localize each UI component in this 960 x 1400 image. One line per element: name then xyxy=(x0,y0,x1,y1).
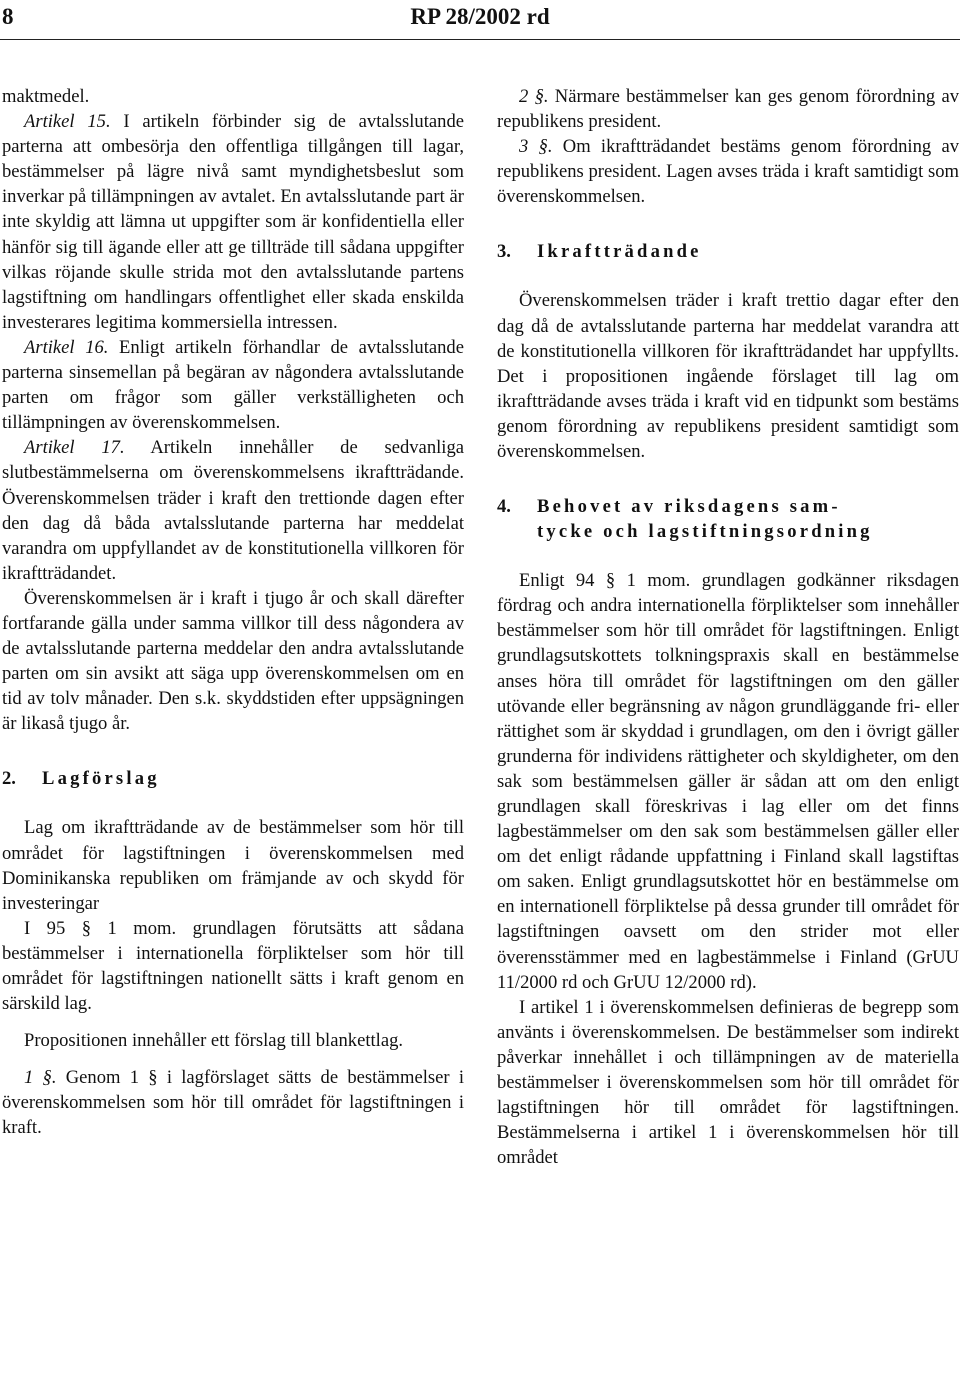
paragraph-section-3 xyxy=(497,134,959,209)
paragraph-text: Om ikraftträdandet bestäms genom förordning av republikens president. Lagen avses träda i kraft samtidigt som överenskommelsen. xyxy=(497,136,959,208)
right-column xyxy=(497,84,959,1170)
paragraph-section-1 xyxy=(2,1065,464,1140)
paragraph: Enligt 94 § 1 mom. grundlagen godkänner riksdagen fördrag och andra internationella förpliktelser som innehåller bestämmelser som hör till området för lagstiftningen. Enligt grundlagsutskottets tolkningspraxis skall en bestämmelse anses höra till området för lagstiftningen om den gäller utövande eller begränsning av någon grundläggande fri- eller rättighet som är skyddad i grundlagen, om den i övrigt gäller grunderna för individens rättigheter och skyldigheter, om den sak som bestämmelsen gäller är sådan att om den enligt grundlagen skall föreskrivas i lag eller om det finns lagbestämmelser om den sak som bestämmelsen gäller eller om det enligt rådande uppfattning i Finland skall lagstiftas om saken. Enligt grundlagsutskottet hör en bestämmelse om en internationell förpliktelse på dessa grunder till området för lagstiftningen oavsett om den strider mot eller överensstämmer med en lagbestämmelse i Finland (GrUU 11/2000 rd och GrUU 12/2000 rd). xyxy=(497,570,959,993)
section-title: Ikraftträdande xyxy=(537,241,702,263)
document-id: RP 28/2002 rd xyxy=(410,4,550,29)
paragraph-text: Enligt artikeln förhandlar de avtalsslutande parterna sinsemellan på begäran av någondera avtalsslutande parten om frågor som gäller verkställigheten och tillämpningen av överenskommelsen. xyxy=(2,336,464,434)
paragraph-artikel-16 xyxy=(2,335,464,435)
left-column xyxy=(2,84,464,1141)
section-number: 3. xyxy=(497,241,511,263)
page-number: 8 xyxy=(2,4,14,29)
paragraph: Överenskommelsen är i kraft i tjugo år och skall därefter fortfarande gälla under samma villkor till dess någondera av de avtalsslutande parterna meddelar den andra avtalsslutande parten om sin avsikt att säga upp överenskommelsen om en tid av tolv månader. Den s.k. skyddstiden efter uppsägningen är likaså tjugo år. xyxy=(2,587,464,735)
law-title: Lag om ikraftträdande av de bestämmelser som hör till området för lagstiftningen i överenskommelsen med Dominikanska republiken om främjande av och skydd för investeringar xyxy=(2,817,464,914)
paragraph-text: I artikeln förbinder sig de avtalsslutande parterna att ombesörja den offentliga tillgången till lagar, bestämmelser på lägre nivå samt myndighetsbeslut som inverkar på tillämpningen av avtalet. En avtalsslutande part är inte skyldig att lämna ut uppgifter som är konfidentiella eller hänför sig till ägande eller att ge tillträde till sådana uppgifter vilkas röjande skulle strida mot den avtalsslutande partens lagstiftning om handlingars offentlighet eller skada enskilda investerares legitima kommersiella intressen. xyxy=(2,111,464,333)
section-number: 2. xyxy=(2,768,16,790)
section-label: 1 §. xyxy=(24,1067,57,1089)
section-label: 2 §. xyxy=(519,86,549,107)
section-label: 3 §. xyxy=(519,136,553,158)
paragraph-text: Artikeln innehåller de sedvanliga slutbestämmelserna om överenskommelsens ikraftträdande. Överenskommelsen träder i kraft den trettionde dagen efter den dag då båda avtalsslutande parterna har meddelat varandra om uppfyllandet av de konstitutionella villkoren för ikraftträdandet. xyxy=(2,437,464,584)
paragraph-artikel-17 xyxy=(2,435,464,586)
paragraph-artikel-15 xyxy=(2,109,464,335)
paragraph-text: Närmare bestämmelser kan ges genom förordning av republikens president. xyxy=(497,86,959,133)
paragraph: Överenskommelsen träder i kraft trettio dagar efter den dag då de avtalsslutande parterna har meddelat varandra att de konstitutionella villkoren för ikraftträdandet har uppfyllts. Det i propositionen ingående förslaget till lag om ikraftträdande avses träda i kraft vid en tidpunkt som bestäms genom förordning av republikens president samtidigt som överenskommelsen. xyxy=(497,290,959,463)
section-title: Lagförslag xyxy=(42,768,160,790)
article-label: Artikel 16. xyxy=(24,336,109,358)
section-heading-lagforslag xyxy=(2,766,464,791)
article-label: Artikel 17. xyxy=(24,437,125,459)
section-heading-ikrafttradande xyxy=(497,239,959,264)
paragraph: maktmedel. xyxy=(2,86,90,107)
paragraph-section-2 xyxy=(497,84,959,134)
section-title-line-1: Behovet av riksdagens sam- xyxy=(537,496,841,518)
section-title-line-2: tycke och lagstiftningsordning xyxy=(537,521,873,543)
article-label: Artikel 15. xyxy=(24,111,111,133)
page-header xyxy=(0,0,960,40)
paragraph: I artikel 1 i överenskommelsen definieras de begrepp som använts i överenskommelsen. De bestämmelser som indirekt påverkar innehållet i och tillämpningen av de materiella bestämmelser i överenskommelsen som hör till området för lagstiftningen hör till området för lagstiftningen. Bestämmelserna i artikel 1 i överenskommelsen hör till området xyxy=(497,996,959,1169)
paragraph-text: Genom 1 § i lagförslaget sätts de bestämmelser i överenskommelsen som hör till området för lagstiftningen i kraft. xyxy=(2,1067,465,1139)
paragraph: Propositionen innehåller ett förslag till blankettlag. xyxy=(24,1030,404,1052)
section-heading-behovet xyxy=(497,494,959,544)
section-number: 4. xyxy=(497,496,511,518)
paragraph: I 95 § 1 mom. grundlagen förutsätts att sådana bestämmelser i internationella förpliktelser som hör till området för lagstiftningen nationellt sätts i kraft genom en särskild lag. xyxy=(2,917,464,1015)
